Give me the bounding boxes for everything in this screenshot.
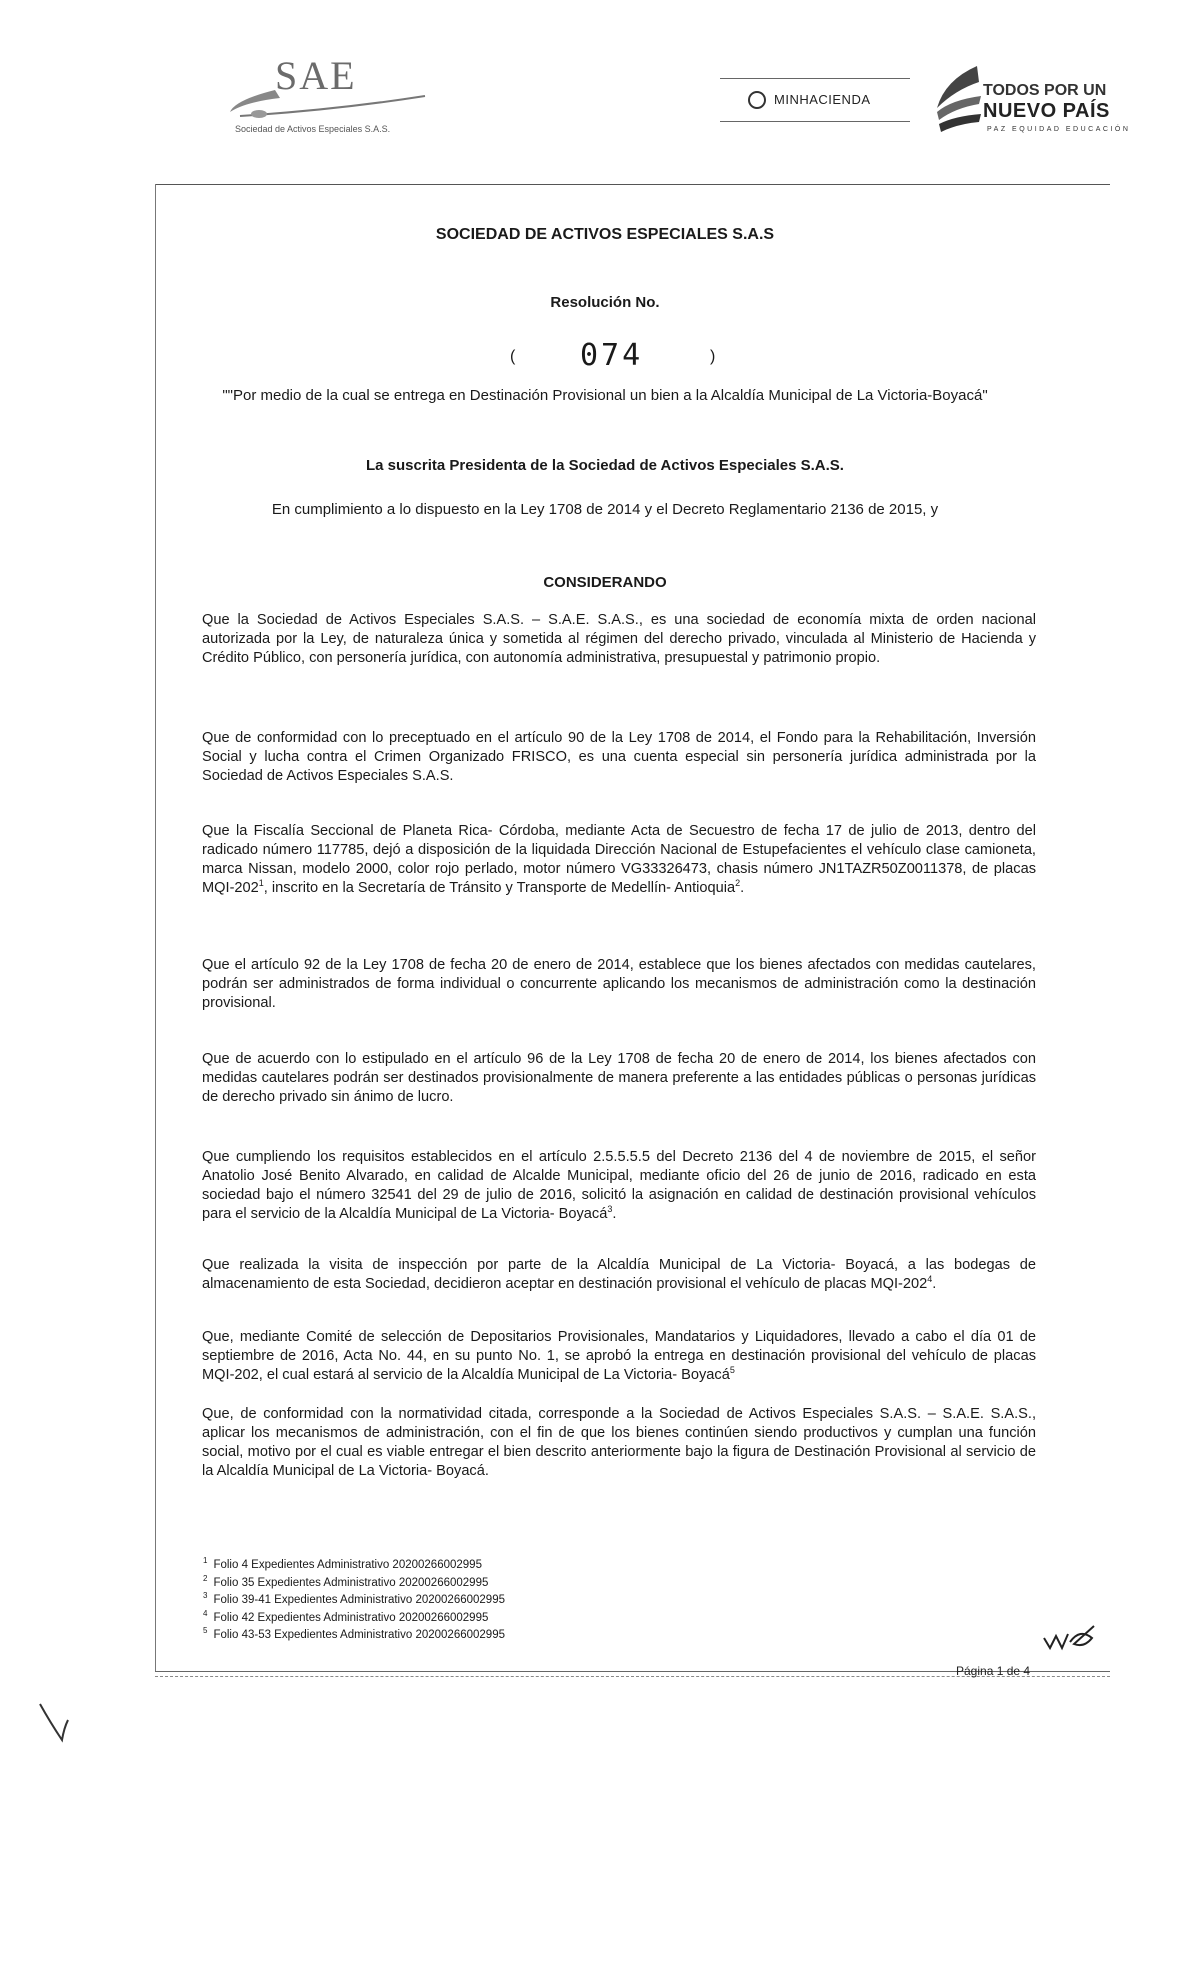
signer-line: La suscrita Presidenta de la Sociedad de Activos Especiales S.A.S. <box>366 457 844 474</box>
sae-subtitle: Sociedad de Activos Especiales S.A.S. <box>235 124 391 134</box>
paragraph-4 <box>202 956 1036 1013</box>
paragraph-9-text: Que, de conformidad con la normatividad citada, corresponde a la Sociedad de Activos Especiales S.A.S. – S.A.E. S.A.S., aplicar los mecanismos de administración, con el fin de que los bienes continúen siendo productivos y cumplan una función social, motivo por el cual es viable entregar el bien descrito anteriormente bajo la figura de Destinación Provisional al servicio de la Alcaldía Municipal de La Victoria- Boyacá. <box>202 1406 1036 1479</box>
paragraph-6-text-a: Que cumpliendo los requisitos establecidos en el artículo 2.5.5.5.5 del Decreto 2136 del 4 de noviembre de 2015, el señor Anatolio José Benito Alvarado, en calidad de Alcalde Municipal, mediante oficio del 26 de junio de 2016, radicado en esta sociedad bajo el número 32541 del 29 de julio de 2016, solicitó la asignación en calidad de destinación provisional vehículos para el servicio de la Alcaldía Municipal de La Victoria- Boyacá <box>202 1149 1036 1222</box>
footnote: $^4$ Folio 42 Expedientes Administrativo 20200266002995 <box>203 1608 489 1624</box>
paragraph-3-text-b: , inscrito en la Secretaría de Tránsito y Transporte de Medellín- Antioquia <box>263 880 736 896</box>
coat-of-arms-icon <box>748 91 766 109</box>
government-slogan-logo <box>925 60 1131 144</box>
paragraph-1-text: Que la Sociedad de Activos Especiales S.A.S. – S.A.E. S.A.S., es una sociedad de economía mixta de orden nacional autorizada por la Ley, de naturaleza única y sometida al régimen del derecho privado, vinculada al Ministerio de Hacienda y Crédito Público, con personería jurídica, con autonomía administrativa, presupuestal y patrimonio propio. <box>202 612 1036 666</box>
sae-logo-text: SAE <box>275 53 357 98</box>
footnote-ref-3: 3 <box>607 1204 613 1215</box>
footnote: $^3$ Folio 39-41 Expedientes Administrativo 20200266002995 <box>203 1591 505 1606</box>
paragraph-1 <box>202 611 1036 668</box>
resolution-number-row <box>200 338 1010 378</box>
compliance-line: En cumplimiento a lo dispuesto en la Ley 1708 de 2014 y el Decreto Reglamentario 2136 de 2015, y <box>271 501 939 518</box>
paren-close: ) <box>710 348 716 365</box>
paragraph-7-text-b: . <box>932 1276 937 1292</box>
footnote: $^5$ Folio 43-53 Expedientes Administrativo 20200266002995 <box>203 1626 505 1641</box>
paragraph-6-text-b: . <box>612 1206 617 1222</box>
slogan-line-1: TODOS POR UN <box>983 82 1107 99</box>
paragraph-7-text-a: Que realizada la visita de inspección por parte de la Alcaldía Municipal de La Victoria- Boyacá, a las bodegas de almacenamiento de esta Sociedad, decidieron aceptar en destinación provisional el vehículo de placas MQI-202 <box>202 1257 1036 1292</box>
sae-logo <box>215 50 445 140</box>
paragraph-3 <box>202 822 1036 898</box>
paragraph-3-text-a: Que la Fiscalía Seccional de Planeta Rica- Córdoba, mediante Acta de Secuestro de fecha 17 de julio de 2013, dentro del radicado número 117785, dejó a disposición de la liquidada Dirección Nacional de Estupefacientes el vehículo clase camioneta, marca Nissan, modelo 2000, color rojo perlado, motor número VG33326473, chasis número JN1TAZR50Z0011378, de placas MQI-202 <box>202 823 1036 896</box>
footnote-ref-5: 5 <box>729 1365 735 1376</box>
resolution-number: 074 <box>580 338 644 373</box>
ministry-name: MINHACIENDA <box>774 92 871 107</box>
footnotes <box>203 1557 903 1645</box>
resolution-subject: ""Por medio de la cual se entrega en Destinación Provisional un bien a la Alcaldía Municipal de La Victoria-Boyacá" <box>222 387 988 404</box>
page-number: Página 1 de 4 <box>956 1664 1031 1678</box>
frame-top-rule <box>155 184 1110 185</box>
paragraph-2-text: Que de conformidad con lo preceptuado en el artículo 90 de la Ley 1708 de 2014, el Fondo para la Rehabilitación, Inversión Social y lucha contra el Crimen Organizado FRISCO, es una cuenta especial sin personería jurídica administrada por la Sociedad de Activos Especiales S.A.S. <box>202 730 1036 784</box>
slogan-line-3: PAZ EQUIDAD EDUCACIÓN <box>987 126 1131 133</box>
footnote-ref-2: 2 <box>735 878 741 889</box>
resolution-label: Resolución No. <box>550 294 660 311</box>
paragraph-7 <box>202 1256 1036 1294</box>
handwritten-initials-icon <box>1040 1618 1100 1658</box>
frame-left-rule <box>155 184 156 1672</box>
organization-title: SOCIEDAD DE ACTIVOS ESPECIALES S.A.S <box>435 226 775 243</box>
footnote: $^2$ Folio 35 Expedientes Administrativo 20200266002995 <box>203 1573 489 1589</box>
paragraph-5-text: Que de acuerdo con lo estipulado en el artículo 96 de la Ley 1708 de fecha 20 de enero de 2014, los bienes afectados con medidas cautelares podrán ser destinados provisionalmente de manera preferente a las entidades públicas o personas jurídicas de derecho privado sin ánimo de lucro. <box>202 1051 1036 1105</box>
footnote-ref-1: 1 <box>258 878 264 889</box>
margin-pen-mark-icon <box>36 1700 76 1750</box>
flag-swoosh-icon <box>925 60 985 144</box>
paragraph-2 <box>202 729 1036 786</box>
paragraph-3-text-c: . <box>740 880 745 896</box>
paragraph-9 <box>202 1405 1036 1481</box>
footnote: $^1$ Folio 4 Expedientes Administrativo 20200266002995 <box>203 1556 482 1571</box>
minhacienda-logo <box>720 78 910 122</box>
slogan-line-2: NUEVO PAÍS <box>983 100 1110 122</box>
footnote-ref-4: 4 <box>927 1274 933 1285</box>
considerando-heading: CONSIDERANDO <box>543 574 667 591</box>
paragraph-5 <box>202 1050 1036 1107</box>
paragraph-8 <box>202 1328 1036 1385</box>
paragraph-8-text-a: Que, mediante Comité de selección de Depositarios Provisionales, Mandatarios y Liquidadores, llevado a cabo el día 01 de septiembre de 2016, Acta No. 44, en su punto No. 1, se aprobó la entrega en destinación provisional del vehículo de placas MQI-202, el cual estará al servicio de la Alcaldía Municipal de La Victoria- Boyacá <box>202 1329 1036 1383</box>
paragraph-4-text: Que el artículo 92 de la Ley 1708 de fecha 20 de enero de 2014, establece que los bienes afectados con medidas cautelares, podrán ser administrados de forma individual o concurrente aplicando los mecanismos de administración como la destinación provisional. <box>202 957 1036 1011</box>
paren-open: ( <box>510 348 516 365</box>
paragraph-6 <box>202 1148 1036 1224</box>
